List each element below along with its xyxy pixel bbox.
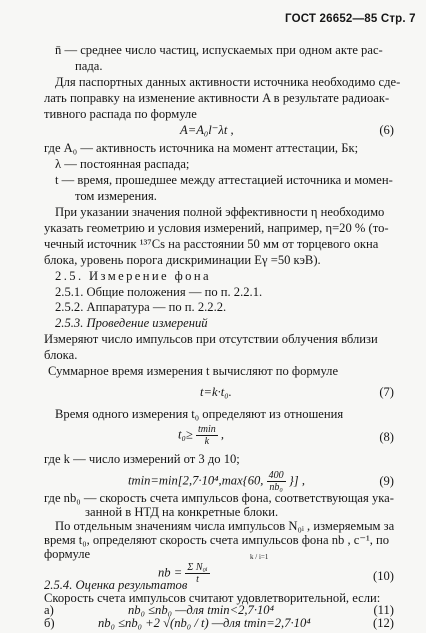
text-line: Скорость счета импульсов считают удовлетворительной, если: (44, 591, 381, 605)
text-line: чечный источник ¹³⁷Cs на расстоянии 50 мм от торцевого окна (44, 237, 379, 251)
formula-9-right: }] , (288, 473, 305, 488)
formula-7: t=k·t₀. (200, 385, 232, 399)
fraction-denominator: nb₀ (269, 482, 283, 493)
formula-9-left: tmin=min[2,7·10⁴,max{60, (128, 473, 264, 488)
fraction-numerator: 400 (268, 470, 284, 481)
fraction (185, 562, 209, 585)
formula-12: nb₀ ≤nb₀ +2 √(nb₀ / t) —для tmin=2,7·10⁴ (98, 616, 311, 630)
equation-number: (11) (373, 603, 394, 617)
formula-9 (128, 470, 305, 493)
fraction (196, 424, 218, 447)
text-line: 2.5.1. Общие положения — по п. 2.2.1. (55, 285, 263, 299)
fraction-numerator: tmin (197, 424, 216, 435)
formula-8-left: t₀≥ (178, 427, 193, 442)
summation-limits: k / i=1 (250, 553, 269, 561)
fraction (267, 470, 286, 493)
text-line: где nb₀ — скорость счета импульсов фона, соответствующая ука- (44, 491, 394, 505)
text-line: том измерения. (75, 189, 157, 203)
formula-10-left: nb = (158, 565, 183, 580)
text-line: Время одного измерения t₀ определяют из отношения (55, 407, 344, 421)
text-line: лать поправку на изменение активности A в результате радиоак- (44, 91, 390, 105)
fraction-numerator: Σ N₀ᵢ (187, 562, 208, 573)
item-label: а) (44, 603, 54, 617)
subsection-heading: 2.5.4. Оценка результатов (44, 578, 188, 592)
equation-number: (7) (379, 385, 394, 399)
text-line: формуле (44, 547, 91, 561)
equation-number: (8) (379, 430, 394, 444)
text-line: пада. (75, 59, 103, 73)
text-line: Для паспортных данных активности источника необходимо сде- (55, 75, 401, 89)
fraction-denominator: k (204, 436, 210, 447)
text-line: указать геометрию и условия измерений, например, η=20 % (то- (44, 221, 389, 235)
item-label: б) (44, 616, 55, 630)
page-header: ГОСТ 26652—85 Стр. 7 (285, 13, 416, 25)
text-line: Суммарное время измерения t вычисляют по формуле (48, 364, 339, 378)
equation-number: (6) (379, 123, 394, 137)
text-line: t — время, прошедшее между аттестацией источника и момен- (55, 173, 393, 187)
text-line: где A₀ — активность источника на момент аттестации, Бк; (44, 141, 359, 155)
text-line: блока, уровень порога дискриминации Eγ =50 кэВ). (44, 253, 321, 267)
text-line: Измеряют число импульсов при отсутствии облучения вблизи (44, 332, 378, 346)
equation-number: (10) (373, 569, 394, 583)
fraction-denominator: t (196, 574, 199, 585)
formula-8 (178, 424, 224, 447)
text-line: тивного распада по формуле (44, 107, 197, 121)
text-line: По отдельным значениям числа импульсов N₀ᵢ , измеряемым за (55, 519, 395, 533)
formula-11: nb₀ ≤nb₀ —для tmin<2,7·10⁴ (128, 603, 274, 617)
text-line: занной в НТД на конкретные блоки. (85, 505, 279, 519)
equation-number: (9) (379, 474, 394, 488)
equation-number: (12) (373, 616, 394, 630)
section-heading: 2.5. Измерение фона (55, 269, 211, 283)
formula-6: A=A₀l⁻λt , (180, 123, 234, 137)
text-line: блока. (44, 348, 78, 362)
text-line: λ — постоянная распада; (55, 157, 190, 171)
text-line: 2.5.2. Аппаратура — по п. 2.2.2. (55, 300, 227, 314)
text-line: При указании значения полной эффективности η необходимо (55, 205, 385, 219)
text-line: где k — число измерений от 3 до 10; (44, 452, 240, 466)
text-line: n̄ — среднее число частиц, испускаемых при одном акте рас- (55, 43, 383, 57)
text-line: время t₀, определяют скорость счета импульсов фона nb , с⁻¹, по (44, 533, 390, 547)
subsection-heading: 2.5.3. Проведение измерений (55, 316, 208, 330)
formula-8-right: , (220, 427, 225, 442)
